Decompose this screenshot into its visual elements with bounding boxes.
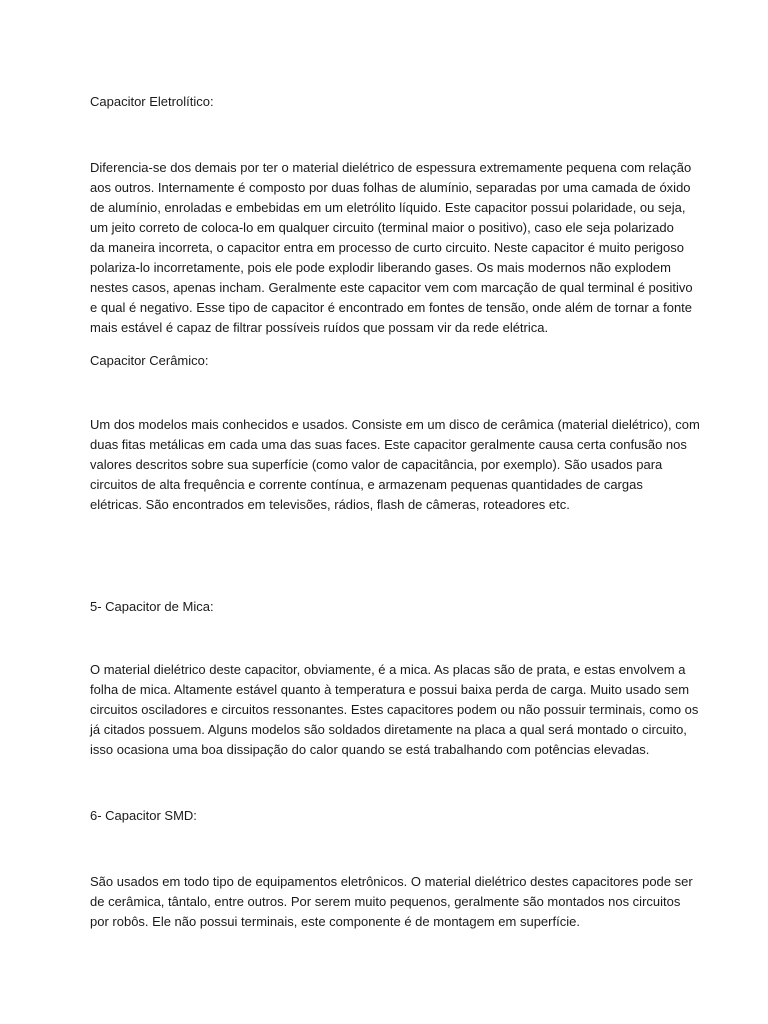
section-heading-capacitor-de-mica: 5- Capacitor de Mica: bbox=[90, 599, 214, 614]
paragraph-capacitor-ceramico bbox=[90, 415, 700, 515]
section-heading-capacitor-eletrolitico: Capacitor Eletrolítico: bbox=[90, 94, 214, 109]
paragraph-line: por robôs. Ele não possui terminais, este componente é de montagem em superfície. bbox=[90, 914, 580, 929]
section-heading-capacitor-smd: 6- Capacitor SMD: bbox=[90, 808, 197, 823]
paragraph-line: O material dielétrico deste capacitor, obviamente, é a mica. As placas são de prata, e estas envolvem a bbox=[90, 662, 686, 677]
paragraph-line: já citados possuem. Alguns modelos são soldados diretamente na placa a qual será montado o circuito, bbox=[90, 722, 687, 737]
paragraph-capacitor-smd bbox=[90, 872, 693, 932]
section-heading-capacitor-ceramico: Capacitor Cerâmico: bbox=[90, 353, 209, 368]
paragraph-line: aos outros. Internamente é composto por duas folhas de alumínio, separadas por uma camada de óxido bbox=[90, 180, 691, 195]
paragraph-line: duas fitas metálicas em cada uma das suas faces. Este capacitor geralmente causa certa confusão nos bbox=[90, 437, 687, 452]
paragraph-line: circuitos osciladores e circuitos ressonantes. Estes capacitores podem ou não possuir terminais, como os bbox=[90, 702, 699, 717]
paragraph-line: nestes casos, apenas incham. Geralmente este capacitor vem com marcação de qual terminal é positivo bbox=[90, 280, 693, 295]
paragraph-line: da maneira incorreta, o capacitor entra em processo de curto circuito. Neste capacitor é muito perigoso bbox=[90, 240, 684, 255]
paragraph-line: São usados em todo tipo de equipamentos eletrônicos. O material dielétrico destes capacitores pode ser bbox=[90, 874, 693, 889]
paragraph-line: mais estável é capaz de filtrar possíveis ruídos que possam vir da rede elétrica. bbox=[90, 320, 549, 335]
paragraph-line: de cerâmica, tântalo, entre outros. Por serem muito pequenos, geralmente são montados nos circuitos bbox=[90, 894, 681, 909]
paragraph-line: Diferencia-se dos demais por ter o material dielétrico de espessura extremamente pequena com relação bbox=[90, 160, 692, 175]
paragraph-line: isso ocasiona uma boa dissipação do calor quando se está trabalhando com potências elevadas. bbox=[90, 742, 650, 757]
paragraph-line: Um dos modelos mais conhecidos e usados. Consiste em um disco de cerâmica (material dielétrico), com bbox=[90, 417, 700, 432]
paragraph-line: e qual é negativo. Esse tipo de capacitor é encontrado em fontes de tensão, onde além de tornar a fonte bbox=[90, 300, 693, 315]
paragraph-line: folha de mica. Altamente estável quanto à temperatura e possui baixa perda de carga. Muito usado sem bbox=[90, 682, 690, 697]
paragraph-capacitor-de-mica bbox=[90, 660, 699, 760]
paragraph-line: valores descritos sobre sua superfície (como valor de capacitância, por exemplo). São usados para bbox=[90, 457, 663, 472]
paragraph-capacitor-eletrolitico bbox=[90, 158, 693, 338]
paragraph-line: elétricas. São encontrados em televisões, rádios, flash de câmeras, roteadores etc. bbox=[90, 497, 570, 512]
paragraph-line: polariza-lo incorretamente, pois ele pode explodir liberando gases. Os mais modernos não explodem bbox=[90, 260, 671, 275]
paragraph-line: um jeito correto de coloca-lo em qualquer circuito (terminal maior o positivo), caso ele seja polarizado bbox=[90, 220, 674, 235]
paragraph-line: de alumínio, enroladas e embebidas em um eletrólito líquido. Este capacitor possui polaridade, ou seja, bbox=[90, 200, 686, 215]
paragraph-line: circuitos de alta frequência e corrente contínua, e armazenam pequenas quantidades de cargas bbox=[90, 477, 643, 492]
